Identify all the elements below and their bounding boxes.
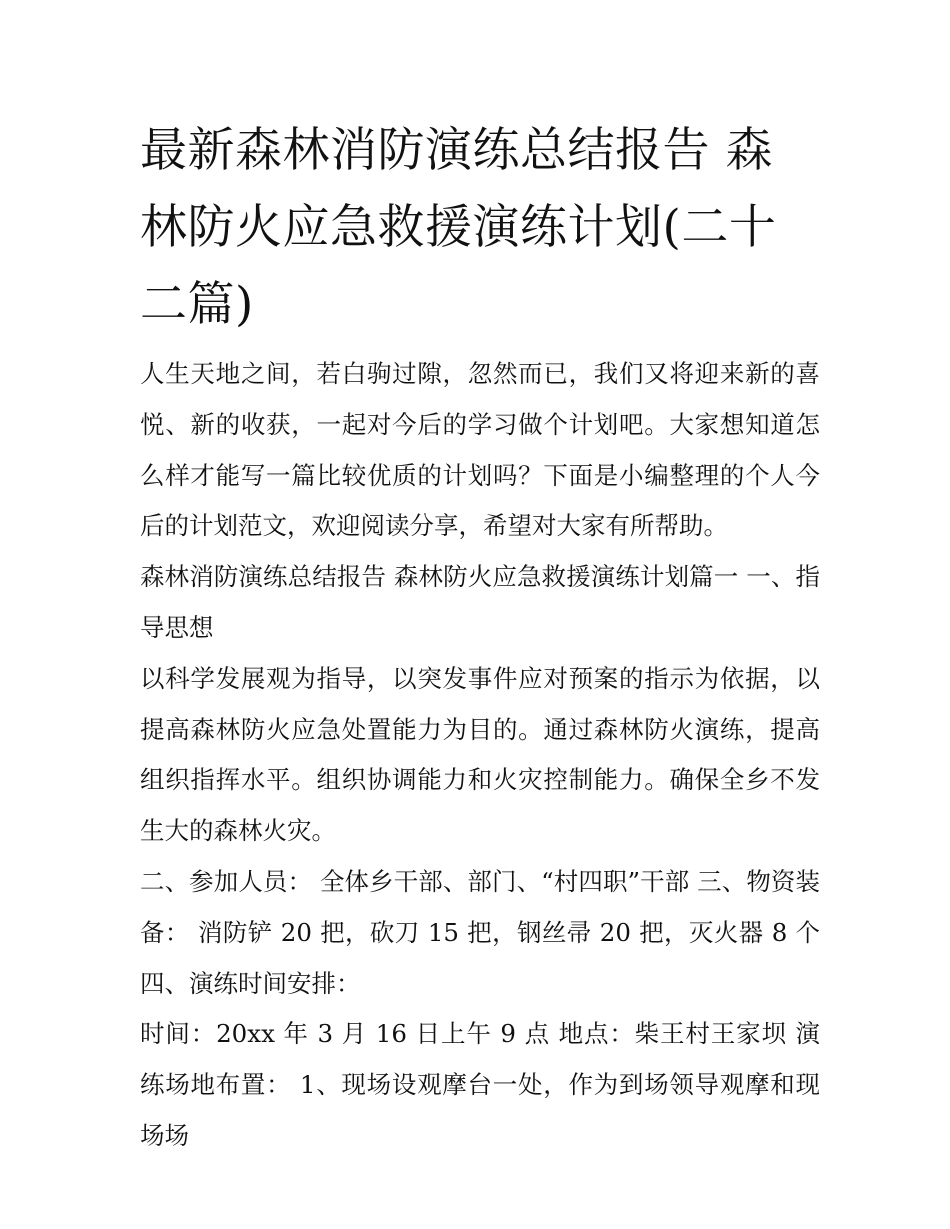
section-heading-paragraph: 森林消防演练总结报告 森林防火应急救援演练计划篇一 一、指导思想 — [140, 562, 820, 642]
intro-paragraph: 人生天地之间，若白驹过隙，忽然而已，我们又将迎来新的喜悦、新的收获，一起对今后的学习做个计划吧。大家想知道怎么样才能写一篇比较优质的计划吗？下面是小编整理的个人今后的计划范文，欢迎阅读分享，希望对大家有所帮助。 — [140, 359, 820, 541]
guiding-thought-paragraph: 以科学发展观为指导，以突发事件应对预案的指示为依据，以提高森林防火应急处置能力为目的。通过森林防火演练，提高组织指挥水平。组织协调能力和火灾控制能力。确保全乡不发生大的森林火灾。 — [140, 663, 820, 846]
participants-paragraph: 二、参加人员： 全体乡干部、部门、“村四职”干部 三、物资装备： 消防铲 20 把，砍刀 15 把，钢丝帚 20 把，灭火器 8 个 四、演练时间安排： — [140, 866, 820, 998]
document-body — [140, 349, 820, 1162]
schedule-paragraph: 时间：20xx 年 3 月 16 日上午 9 点 地点：柴王村王家坝 演练场地布置： 1、现场设观摩台一处，作为到场领导观摩和现场场 — [140, 1019, 820, 1150]
document-title: 最新森林消防演练总结报告 森林防火应急救援演练计划(二十二篇) — [140, 123, 777, 332]
